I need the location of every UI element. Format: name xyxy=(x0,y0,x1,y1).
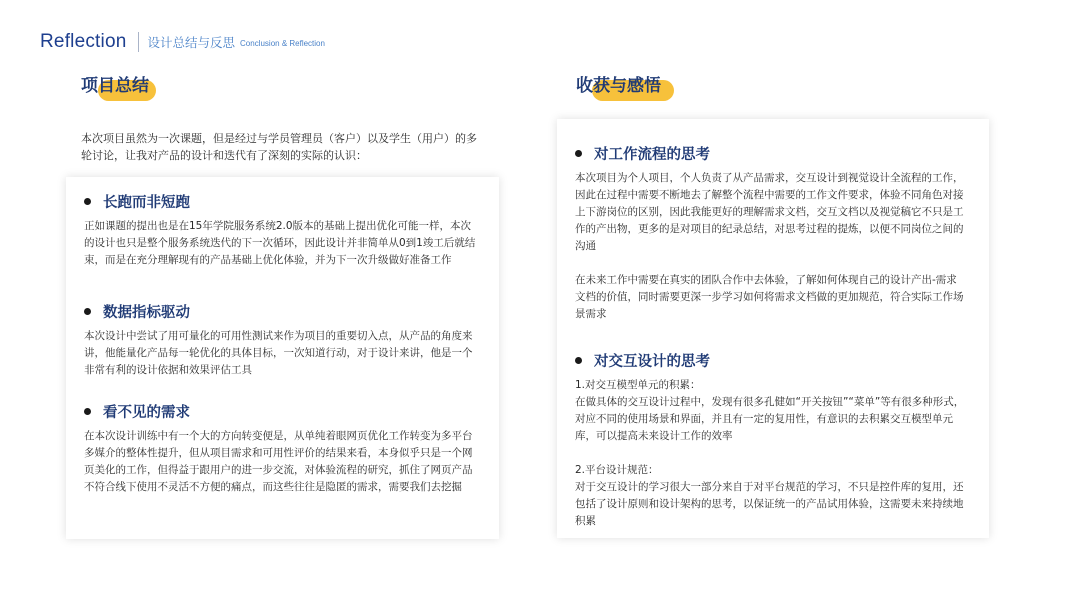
right-item-paragraph: 在未来工作中需要在真实的团队合作中去体验，了解如何体现自己的设计产出-需求文档的价值，同时需要更深一步学习如何将需求文档做的更加规范，符合实际工作场景需求 xyxy=(575,274,964,320)
left-item-text: 本次设计中尝试了用可量化的可用性测试来作为项目的重要切入点，从产品的角度来讲，他能量化产品每一轮优化的具体目标，一次知道行动，对于设计来讲，他是一个非常有利的设计依据和效果评估工具 xyxy=(84,330,473,376)
header-subtitle-cn: 设计总结与反思 xyxy=(147,35,236,50)
right-item-paragraph: 2.平台设计规范： 对于交互设计的学习很大一部分来自于对平台规范的学习，不只是控件库的复用，还包括了设计原则和设计架构的思考，以保证统一的产品试用体验，这需要未来持续地积累 xyxy=(575,464,964,527)
right-section-title: 收获与感悟 xyxy=(576,76,661,96)
bullet-dot xyxy=(84,198,91,205)
left-item-text: 在本次设计训练中有一个大的方向转变便是，从单纯着眼网页优化工作转变为多平台多媒介的整体性提升，但从项目需求和可用性评价的结果来看，本身似乎只是一个网页美化的工作，但得益于跟用户的进一步交流，对体验流程的研究，抓住了网页产品不符合线下使用不灵活不方便的痛点，而这些往往是隐匿的需求，需要我们去挖掘 xyxy=(84,430,473,493)
left-item-3 xyxy=(84,401,481,496)
left-item-title: 数据指标驱动 xyxy=(103,305,190,321)
right-reflection-card xyxy=(557,119,989,538)
left-item-text: 正如课题的提出也是在15年学院服务系统2.0版本的基础上提出优化可能一样，本次的设计也只是整个服务系统迭代的下一次循环，因此设计并非简单从0到1竣工后就结束，而是在充分理解现有的产品基础上优化体验，并为下一次升级做好准备工作 xyxy=(84,220,476,266)
left-item-2 xyxy=(84,301,481,379)
header-divider xyxy=(138,32,139,52)
header-subtitle-en: Conclusion & Reflection xyxy=(240,38,325,48)
right-item-title: 对工作流程的思考 xyxy=(594,147,710,163)
paragraph-gap xyxy=(575,255,967,272)
bullet-dot xyxy=(575,357,582,364)
left-item-title: 看不见的需求 xyxy=(103,405,190,421)
left-item-1 xyxy=(84,191,481,269)
brand-title: Reflection xyxy=(40,31,127,52)
page-header xyxy=(40,31,325,53)
right-item-1 xyxy=(575,143,967,323)
right-item-title: 对交互设计的思考 xyxy=(594,354,710,370)
right-item-paragraph: 本次项目为个人项目，个人负责了从产品需求，交互设计到视觉设计全流程的工作，因此在过程中需要不断地去了解整个流程中需要的工作文件要求，体验不同角色对接上下游岗位的区别，因此我能更好的理解需求文档，交互文档以及视觉稿它不只是工作的产出物，更多的是对项目的纪录总结，对思考过程的提炼，以便不同岗位之间的沟通 xyxy=(575,172,964,252)
left-summary-card xyxy=(66,177,499,539)
bullet-dot xyxy=(84,408,91,415)
left-item-title: 长跑而非短跑 xyxy=(103,195,190,211)
left-intro-text: 本次项目虽然为一次课题，但是经过与学员管理员（客户）以及学生（用户）的多轮讨论，让我对产品的设计和迭代有了深刻的实际的认识： xyxy=(81,132,477,162)
left-section-title: 项目总结 xyxy=(81,76,149,96)
right-item-paragraph: 1.对交互模型单元的积累： 在做具体的交互设计过程中，发现有很多孔健如“开关按钮”“菜单”等有很多种形式，对应不同的使用场景和界面，并且有一定的复用性，有意识的去积累交互模型单元库，可以提高未来设计工作的效率 xyxy=(575,379,965,442)
paragraph-gap xyxy=(575,445,967,462)
right-item-2 xyxy=(575,350,967,530)
bullet-dot xyxy=(84,308,91,315)
bullet-dot xyxy=(575,150,582,157)
